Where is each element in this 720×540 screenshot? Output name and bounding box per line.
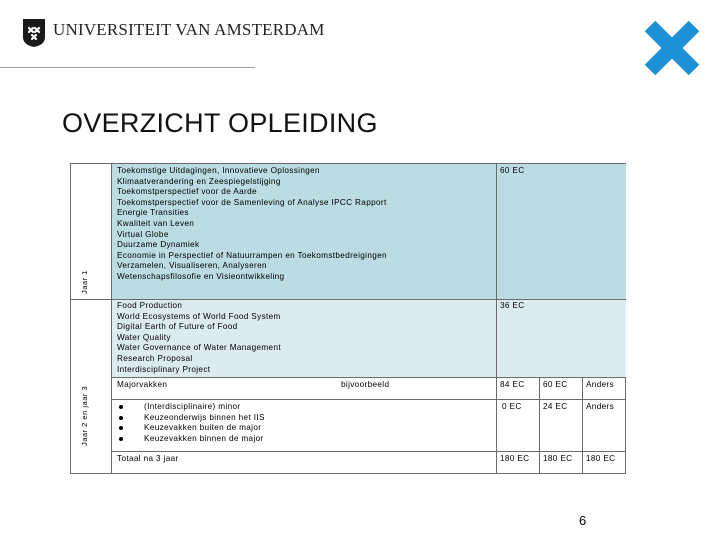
list-item: Energie Transities [117, 208, 189, 218]
list-item: Water Governance of Water Management [117, 343, 281, 353]
list-item: Food Production [117, 301, 183, 310]
header-divider [0, 67, 255, 68]
major-ec-3: Anders [586, 380, 615, 389]
electives-ec-1: 0 EC [502, 402, 522, 411]
total-label: Totaal na 3 jaar [117, 454, 179, 463]
uva-logo-icon [22, 18, 46, 48]
list-item: Keuzeonderwijs binnen het IIS [117, 413, 493, 424]
list-item: Toekomstige Uitdagingen, Innovatieve Oplossingen [117, 166, 320, 175]
electives-ec-2: 24 EC [543, 402, 568, 411]
major-label: Majorvakken [117, 380, 168, 389]
total-ec-2: 180 EC [543, 454, 573, 463]
program-overview-table [70, 163, 626, 474]
list-item: (Interdisciplinaire) minor [117, 402, 493, 413]
electives-ec-3: Anders [586, 402, 615, 411]
years23-course-list [117, 301, 493, 375]
page-number: 6 [579, 513, 587, 528]
university-name: UNIVERSITEIT VAN AMSTERDAM [53, 20, 325, 39]
list-item: Keuzevakken buiten de major [117, 423, 493, 434]
list-item: Research Proposal [117, 353, 193, 363]
page-title: OVERZICHT OPLEIDING [62, 108, 378, 138]
list-item: Water Quality [117, 332, 171, 342]
major-example-label: bijvoorbeeld [341, 380, 390, 389]
list-item: Klimaatverandering en Zeespiegelstijging [117, 176, 281, 186]
list-item: Wetenschapsfilosofie en Visieontwikkeling [117, 271, 285, 281]
list-item: Duurzame Dynamiek [117, 240, 200, 250]
list-item: Digital Earth of Future of Food [117, 322, 238, 332]
electives-list [117, 402, 493, 444]
year1-ec: 60 EC [500, 166, 525, 175]
year1-ec-bg [496, 164, 626, 299]
years23-ec: 36 EC [500, 301, 525, 310]
list-item: Interdisciplinary Project [117, 364, 211, 374]
year1-course-list [117, 166, 493, 283]
list-item: Kwaliteit van Leven [117, 218, 195, 228]
years23-label: Jaar 2 en jaar 3 [80, 385, 89, 446]
total-ec-1: 180 EC [500, 454, 530, 463]
list-item: Keuzevakken binnen de major [117, 434, 493, 445]
total-ec-3: 180 EC [586, 454, 616, 463]
list-item: Verzamelen, Visualiseren, Analyseren [117, 261, 267, 271]
list-item: Virtual Globe [117, 229, 169, 239]
year1-label: Jaar 1 [80, 270, 89, 294]
list-item: Economie in Perspectief of Natuurrampen en Toekomstbedreigingen [117, 250, 387, 260]
list-item: Toekomstperspectief voor de Aarde [117, 187, 257, 197]
list-item: World Ecosystems of World Food System [117, 311, 281, 321]
major-ec-2: 60 EC [543, 380, 568, 389]
x-logo-icon [644, 20, 700, 76]
major-ec-1: 84 EC [500, 380, 525, 389]
list-item: Toekomstperspectief voor de Samenleving of Analyse IPCC Rapport [117, 197, 387, 207]
